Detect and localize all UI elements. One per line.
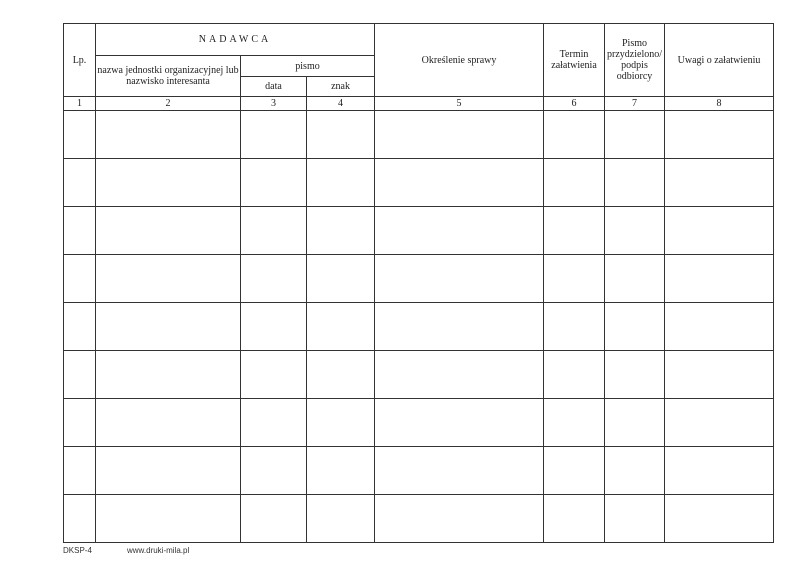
column-number: 7 [605, 97, 665, 111]
table-row [64, 399, 774, 447]
table-cell[interactable] [544, 303, 605, 351]
col-header-nadawca: NADAWCA [96, 24, 375, 56]
table-cell[interactable] [96, 495, 241, 543]
table-cell[interactable] [64, 495, 96, 543]
table-row [64, 207, 774, 255]
register-rows [64, 111, 774, 543]
table-row [64, 159, 774, 207]
table-cell[interactable] [241, 351, 307, 399]
table-cell[interactable] [665, 159, 774, 207]
table-cell[interactable] [544, 495, 605, 543]
table-cell[interactable] [96, 159, 241, 207]
table-cell[interactable] [544, 207, 605, 255]
table-row [64, 447, 774, 495]
col-header-znak: znak [307, 77, 375, 97]
table-cell[interactable] [605, 351, 665, 399]
table-cell[interactable] [375, 303, 544, 351]
table-cell[interactable] [64, 159, 96, 207]
table-cell[interactable] [64, 207, 96, 255]
table-cell[interactable] [307, 303, 375, 351]
table-cell[interactable] [665, 399, 774, 447]
table-cell[interactable] [96, 207, 241, 255]
table-cell[interactable] [64, 399, 96, 447]
column-number: 3 [241, 97, 307, 111]
col-header-nazwa-jednostki: nazwa jednostki organizacyjnej lub nazwisko interesanta [96, 56, 241, 97]
table-cell[interactable] [96, 303, 241, 351]
table-cell[interactable] [96, 111, 241, 159]
table-cell[interactable] [544, 399, 605, 447]
table-cell[interactable] [544, 111, 605, 159]
table-cell[interactable] [375, 111, 544, 159]
table-cell[interactable] [307, 351, 375, 399]
col-header-okreslenie-sprawy: Określenie sprawy [375, 24, 544, 97]
table-cell[interactable] [64, 111, 96, 159]
table-cell[interactable] [605, 255, 665, 303]
table-row [64, 303, 774, 351]
table-cell[interactable] [307, 495, 375, 543]
table-cell[interactable] [96, 255, 241, 303]
table-cell[interactable] [665, 447, 774, 495]
table-cell[interactable] [64, 303, 96, 351]
table-cell[interactable] [375, 159, 544, 207]
table-cell[interactable] [544, 255, 605, 303]
col-header-termin-zalatwienia: Termin załatwienia [544, 24, 605, 97]
table-cell[interactable] [96, 351, 241, 399]
column-number-row [64, 97, 774, 111]
table-cell[interactable] [665, 495, 774, 543]
form-code: DKSP-4 [63, 546, 92, 555]
table-cell[interactable] [544, 159, 605, 207]
table-cell[interactable] [241, 447, 307, 495]
table-cell[interactable] [375, 495, 544, 543]
table-cell[interactable] [241, 159, 307, 207]
table-cell[interactable] [64, 447, 96, 495]
table-cell[interactable] [64, 255, 96, 303]
col-header-data: data [241, 77, 307, 97]
table-cell[interactable] [544, 447, 605, 495]
table-cell[interactable] [241, 399, 307, 447]
table-cell[interactable] [241, 303, 307, 351]
table-cell[interactable] [605, 399, 665, 447]
table-cell[interactable] [307, 255, 375, 303]
table-cell[interactable] [665, 255, 774, 303]
table-cell[interactable] [307, 159, 375, 207]
table-cell[interactable] [544, 351, 605, 399]
table-cell[interactable] [241, 255, 307, 303]
table-cell[interactable] [375, 351, 544, 399]
table-cell[interactable] [96, 399, 241, 447]
table-cell[interactable] [665, 351, 774, 399]
table-cell[interactable] [307, 399, 375, 447]
table-cell[interactable] [605, 207, 665, 255]
table-cell[interactable] [64, 351, 96, 399]
col-header-pismo: pismo [241, 56, 375, 77]
table-cell[interactable] [375, 255, 544, 303]
table-cell[interactable] [375, 399, 544, 447]
table-cell[interactable] [375, 207, 544, 255]
col-header-uwagi: Uwagi o załatwieniu [665, 24, 774, 97]
table-row [64, 351, 774, 399]
table-cell[interactable] [241, 111, 307, 159]
table-cell[interactable] [307, 447, 375, 495]
table-cell[interactable] [241, 495, 307, 543]
register-table [63, 23, 774, 543]
table-cell[interactable] [665, 303, 774, 351]
table-row [64, 255, 774, 303]
table-cell[interactable] [605, 159, 665, 207]
column-number: 1 [64, 97, 96, 111]
table-cell[interactable] [665, 207, 774, 255]
table-cell[interactable] [241, 207, 307, 255]
table-cell[interactable] [375, 447, 544, 495]
table-cell[interactable] [605, 303, 665, 351]
table-cell[interactable] [605, 447, 665, 495]
column-number: 2 [96, 97, 241, 111]
table-cell[interactable] [605, 495, 665, 543]
table-cell[interactable] [96, 447, 241, 495]
table-row [64, 495, 774, 543]
table-cell[interactable] [307, 111, 375, 159]
column-number: 6 [544, 97, 605, 111]
column-number: 8 [665, 97, 774, 111]
website-label: www.druki-mila.pl [127, 546, 190, 555]
col-header-pismo-przydzielono: Pismo przydzielono/ podpis odbiorcy [605, 24, 665, 97]
table-cell[interactable] [605, 111, 665, 159]
table-row [64, 111, 774, 159]
column-number: 4 [307, 97, 375, 111]
column-number: 5 [375, 97, 544, 111]
table-cell[interactable] [307, 207, 375, 255]
col-header-lp: Lp. [64, 24, 96, 97]
table-cell[interactable] [665, 111, 774, 159]
